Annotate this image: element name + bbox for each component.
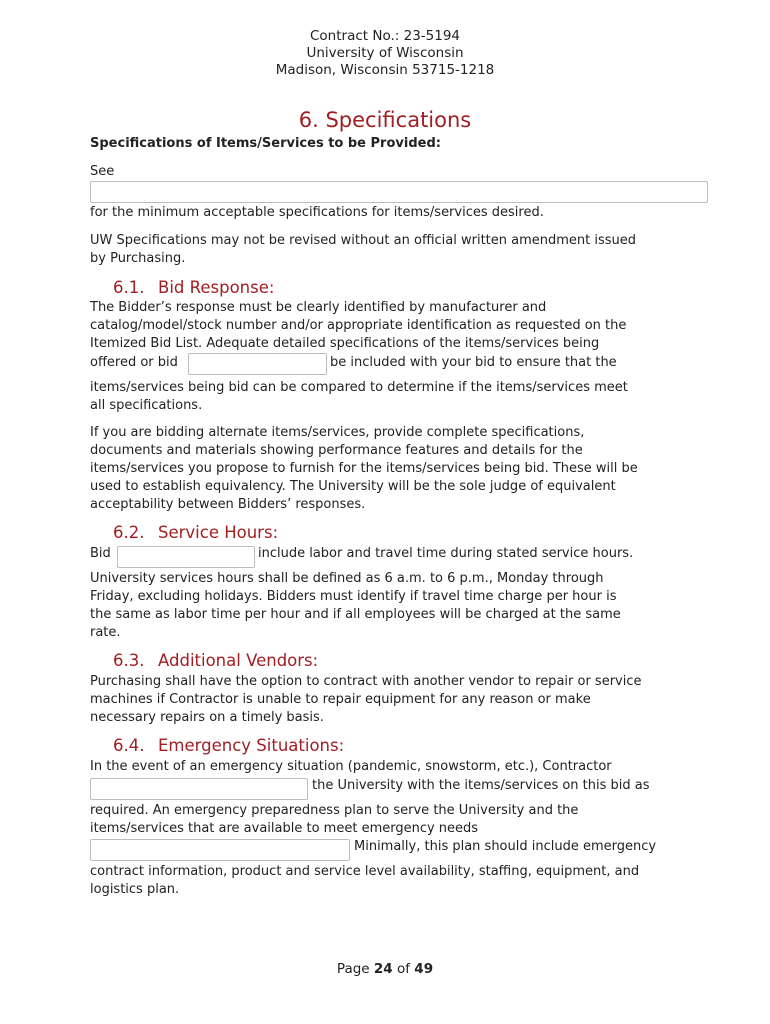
section-title: Service Hours: [158,523,279,542]
bid-response-field[interactable] [188,353,327,375]
bid-response-line2: catalog/model/stock number and/or appropriate identification as requested on the [90,318,627,333]
service-hours-post: include labor and travel time during stated service hours. [258,546,634,561]
section-heading-service-hours [113,523,278,542]
page-number: 24 [373,961,393,977]
section-number: 6.1. [113,278,145,297]
additional-vendors-line3: necessary repairs on a timely basis. [90,710,324,725]
bid-response-line6: all specifications. [90,398,203,413]
page-footer [0,961,770,977]
emergency-line6: contract information, product and service level availability, staffing, equipment, and [90,864,640,879]
page-label: Page [336,961,370,977]
section-number: 6.3. [113,651,145,670]
service-hours-field[interactable] [117,546,255,568]
alternate-items-line5: acceptability between Bidders’ responses. [90,497,366,512]
section-title: Bid Response: [158,278,275,297]
service-hours-pre: Bid [90,546,111,561]
service-hours-line4: rate. [90,625,121,640]
emergency-field-1[interactable] [90,778,308,800]
bid-response-line3: Itemized Bid List. Adequate detailed specifications of the items/services being [90,336,600,351]
alternate-items-line1: If you are bidding alternate items/services, provide complete specifications, [90,425,585,440]
uw-specs-line1: UW Specifications may not be revised without an official written amendment issued [90,233,637,248]
university-address: Madison, Wisconsin 53715-1218 [275,62,495,78]
intro-text: for the minimum acceptable specifications for items/services desired. [90,205,544,220]
emergency-line2-post: the University with the items/services on this bid as [312,778,650,793]
bid-response-line1: The Bidder’s response must be clearly identified by manufacturer and [90,300,547,315]
contract-number: Contract No.: 23-5194 [309,28,461,44]
emergency-line5-post: Minimally, this plan should include emergency [354,839,657,854]
section-number: 6.2. [113,523,145,542]
emergency-line4: items/services that are available to meet emergency needs [90,821,479,836]
additional-vendors-line1: Purchasing shall have the option to contract with another vendor to repair or service [90,674,642,689]
bid-response-line4-post: be included with your bid to ensure that the [330,355,617,370]
alternate-items-line3: items/services you propose to furnish for the items/services being bid. These will be [90,461,638,476]
page-title: 6. Specifications [298,108,472,132]
section-heading-emergency-situations [113,736,344,755]
emergency-field-2[interactable] [90,839,350,861]
service-hours-line3: the same as labor time per hour and if all employees will be charged at the same [90,607,621,622]
uw-specs-line2: by Purchasing. [90,251,186,266]
service-hours-line1: University services hours shall be defined as 6 a.m. to 6 p.m., Monday through [90,571,604,586]
bid-response-line5: items/services being bid can be compared to determine if the items/services meet [90,380,628,395]
alternate-items-line2: documents and materials showing performance features and details for the [90,443,583,458]
bid-response-line4-pre: offered or bid [90,355,178,370]
section-heading-additional-vendors [113,651,318,670]
emergency-line3: required. An emergency preparedness plan to serve the University and the [90,803,579,818]
university-name: University of Wisconsin [306,45,464,61]
page-total: 49 [414,961,434,977]
specifications-heading: Specifications of Items/Services to be Provided: [90,136,441,151]
of-label: of [396,961,410,977]
see-reference-field[interactable] [90,181,708,203]
section-heading-bid-response [113,278,274,297]
additional-vendors-line2: machines if Contractor is unable to repair equipment for any reason or make [90,692,591,707]
service-hours-line2: Friday, excluding holidays. Bidders must identify if travel time charge per hour is [90,589,617,604]
alternate-items-line4: used to establish equivalency. The University will be the sole judge of equivalent [90,479,616,494]
section-title: Additional Vendors: [158,651,319,670]
emergency-line7: logistics plan. [90,882,180,897]
section-title: Emergency Situations: [158,736,345,755]
see-label: See [90,164,115,179]
section-number: 6.4. [113,736,145,755]
emergency-line1: In the event of an emergency situation (pandemic, snowstorm, etc.), Contractor [90,759,612,774]
